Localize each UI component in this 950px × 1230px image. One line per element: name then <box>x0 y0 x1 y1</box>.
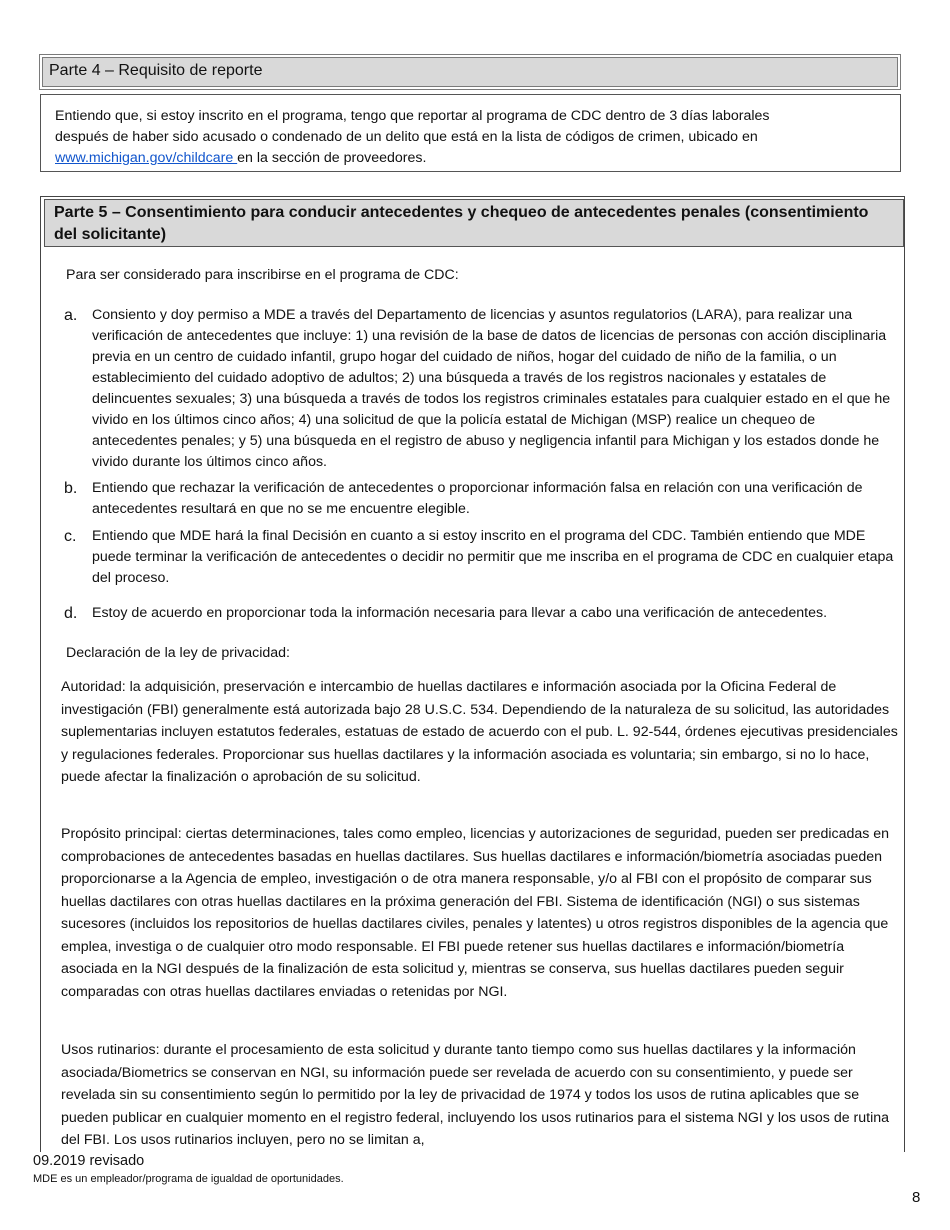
part4-body <box>40 94 901 172</box>
childcare-link[interactable]: www.michigan.gov/childcare <box>55 150 238 166</box>
part5-heading <box>44 199 904 247</box>
list-item-a <box>64 305 904 473</box>
list-marker: d. <box>64 605 78 622</box>
part5-title: Parte 5 – Consentimiento para conducir antecedentes y chequeo de antecedentes penales (consentimiento del solicitante) <box>54 204 869 243</box>
list-item-b <box>64 478 904 520</box>
list-item-text: Estoy de acuerdo en proporcionar toda la información necesaria para llevar a cabo una verificación de antecedentes. <box>92 605 828 621</box>
equal-opportunity-note: MDE es un empleador/programa de igualdad de oportunidades. <box>33 1173 344 1185</box>
routine-uses-paragraph: Usos rutinarios: durante el procesamiento de esta solicitud y durante tanto tiempo como sus huellas dactilares y la información asociada/Biometrics se conservan en NGI, su información puede ser revelada de acuerdo con su consentimiento, y puede ser revelada sin su consentimiento según lo permitido por la ley de privacidad de 1974 y todos los usos de rutina aplicables que se pueden publicar en cualquier momento en el registro federal, incluyendo los usos rutinarios para el sistema NGI y los usos de rutina del FBI. Los usos rutinarios incluyen, pero no se limitan a, <box>61 1042 890 1148</box>
privacy-heading: Declaración de la ley de privacidad: <box>66 645 290 661</box>
authority-paragraph: Autoridad: la adquisición, preservación e intercambio de huellas dactilares e información asociada por la Oficina Federal de investigación (FBI) generalmente está autorizada bajo 28 U.S.C. 534. Dependiendo de la naturaleza de su solicitud, las autoridades suplementarias incluyen estatutos federales, estatuas de estado de acuerdo con el pub. L. 92-544, órdenes ejecutivas presidenciales y regulaciones federales. Proporcionar sus huellas dactilares y la información asociada es voluntaria; sin embargo, si no lo hace, puede afectar la finalización o aprobación de su solicitud. <box>61 679 898 785</box>
list-item-d <box>64 603 910 624</box>
part4-after-link: en la sección de proveedores. <box>237 150 427 166</box>
part4-heading <box>39 54 901 90</box>
list-marker: c. <box>64 528 77 545</box>
part5-intro: Para ser considerado para inscribirse en el programa de CDC: <box>66 267 459 283</box>
revision-date: 09.2019 revisado <box>33 1153 145 1169</box>
list-item-text: Entiendo que rechazar la verificación de antecedentes o proporcionar información falsa en relación con una verificación de antecedentes resultará en que no se me encuentre elegible. <box>92 480 863 517</box>
list-item-text: Entiendo que MDE hará la final Decisión en cuanto a si estoy inscrito en el programa del CDC. También entiendo que MDE puede terminar la verificación de antecedentes o decidir no permitir que me inscriba en el programa de CDC en cualquier etapa del proceso. <box>92 528 894 586</box>
page-number: 8 <box>912 1189 921 1206</box>
purpose-paragraph: Propósito principal: ciertas determinaciones, tales como empleo, licencias y autorizaciones de seguridad, pueden ser predicadas en comprobaciones de antecedentes basadas en huellas dactilares. Sus huellas dactilares e información/biometría asociadas pueden proporcionarse a la Agencia de empleo, investigación o de otra manera responsable, y/o al FBI con el propósito de comparar sus huellas dactilares con otras huellas dactilares en la próxima generación del FBI. Sistema de identificación (NGI) o sus sistemas sucesores (incluidos los repositorios de huellas dactilares civiles, penales y latentes) u otros registros disponibles de la agencia que emplea, investiga o de cualquier otro modo responsable. El FBI puede retener sus huellas dactilares e información/biometría asociada en la NGI después de la finalización de esta solicitud y, mientras se conserva, sus huellas dactilares pueden seguir comparadas con otras huellas dactilares enviadas o retenidas por NGI. <box>61 826 890 1000</box>
list-item-text: Consiento y doy permiso a MDE a través del Departamento de licencias y asuntos regulatorios (LARA), para realizar una verificación de antecedentes que incluye: 1) una revisión de la base de datos de licencias de personas con acción disciplinaria previa en un centro de cuidado infantil, grupo hogar del cuidado de niños, hogar del cuidado de niño de la familia, o un establecimiento del cuidado adoptivo de adultos; 2) una búsqueda a través de los registros nacionales y estatales de delincuentes sexuales; 3) una búsqueda a través de todos los registros criminales estatales para cualquier estado en el que he vivido en los últimos cinco años; 4) una solicitud de que la policía estatal de Michigan (MSP) realice un chequeo de antecedentes penales; y 5) una búsqueda en el registro de abuso y negligencia infantil para Michigan y los estados donde he vivido durante los últimos cinco años. <box>92 307 891 470</box>
part4-title: Parte 4 – Requisito de reporte <box>49 62 263 79</box>
part4-line1: Entiendo que, si estoy inscrito en el programa, tengo que reportar al programa de CDC dentro de 3 días laborales <box>55 108 770 124</box>
part4-line2: después de haber sido acusado o condenado de un delito que está en la lista de códigos de crimen, ubicado en <box>55 129 758 145</box>
list-marker: b. <box>64 480 78 497</box>
list-item-c <box>64 526 904 589</box>
list-marker: a. <box>64 307 78 324</box>
